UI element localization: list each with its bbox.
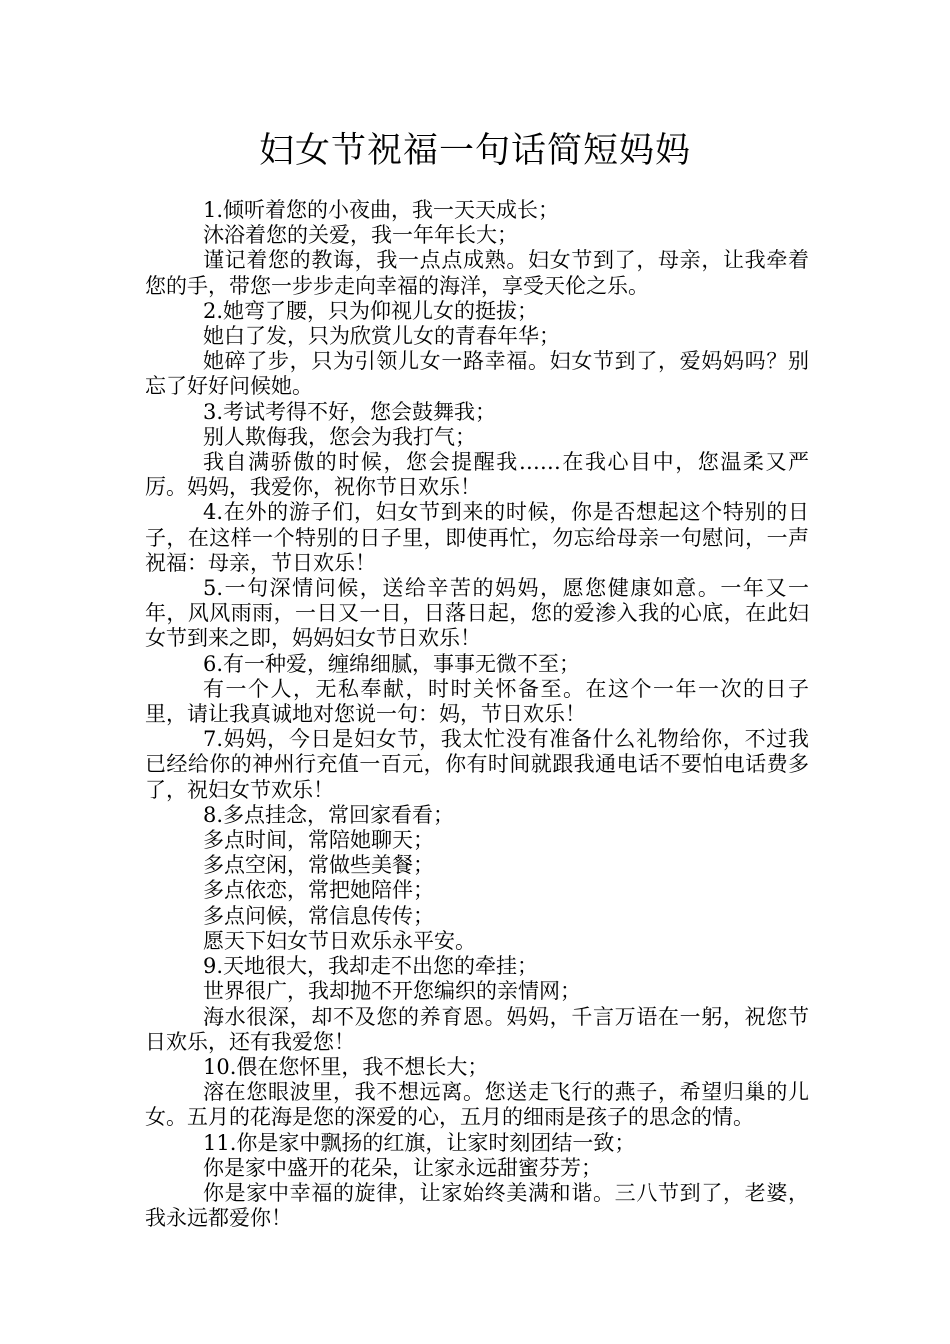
paragraph: 她白了发，只为欣赏儿女的青春年华； xyxy=(203,324,560,349)
document-title: 妇女节祝福一句话简短妈妈 xyxy=(258,131,691,171)
paragraph: 沐浴着您的关爱，我一年年长大； xyxy=(203,223,518,248)
paragraph: 多点空闲，常做些美餐； xyxy=(203,853,434,878)
paragraph: 5.一句深情问候，送给辛苦的妈妈，愿您健康如意。一年又一年，风风雨雨，一日又一日，日落日起，您的爱渗入我的心底，在此妇女节到来之即，妈妈妇女节日欢乐！ xyxy=(145,576,809,651)
paragraph: 9.天地很大，我却走不出您的牵挂； xyxy=(203,954,539,979)
paragraph: 世界很广，我却抛不开您编织的亲情网； xyxy=(203,979,581,1004)
paragraph: 4.在外的游子们，妇女节到来的时候，你是否想起这个特别的日子，在这样一个特别的日子里，即使再忙，勿忘给母亲一句慰问，一声祝福：母亲，节日欢乐！ xyxy=(145,500,809,575)
paragraph: 7.妈妈，今日是妇女节，我太忙没有准备什么礼物给你，不过我已经给你的神州行充值一百元，你有时间就跟我通电话不要怕电话费多了，祝妇女节欢乐！ xyxy=(145,727,809,802)
paragraph: 8.多点挂念，常回家看看； xyxy=(203,802,455,827)
paragraph: 多点问候，常信息传传； xyxy=(203,903,434,928)
paragraph: 1.倾听着您的小夜曲，我一天天成长； xyxy=(203,198,560,222)
paragraph: 多点时间，常陪她聊天； xyxy=(203,828,434,853)
paragraph: 3.考试考得不好，您会鼓舞我； xyxy=(203,399,497,424)
paragraph: 11.你是家中飘扬的红旗，让家时刻团结一致； xyxy=(203,1130,636,1155)
paragraph: 6.有一种爱，缠绵细腻，事事无微不至； xyxy=(203,651,581,676)
paragraph: 愿天下妇女节日欢乐永平安。 xyxy=(203,928,476,953)
paragraph: 你是家中幸福的旋律，让家始终美满和谐。三八节到了，老婆，我永远都爱你！ xyxy=(145,1180,809,1231)
paragraph: 有一个人，无私奉献，时时关怀备至。在这个一年一次的日子里，请让我真诚地对您说一句：妈，节日欢乐！ xyxy=(145,676,809,727)
paragraph: 溶在您眼波里，我不想远离。您送走飞行的燕子，希望归巢的儿女。五月的花海是您的深爱的心，五月的细雨是孩子的思念的情。 xyxy=(145,1080,809,1130)
document-body xyxy=(145,198,809,1231)
paragraph: 你是家中盛开的花朵，让家永远甜蜜芬芳； xyxy=(203,1155,602,1180)
paragraph: 谨记着您的教诲，我一点点成熟。妇女节到了，母亲，让我牵着您的手，带您一步步走向幸福的海洋，享受天伦之乐。 xyxy=(145,248,809,298)
paragraph: 别人欺侮我，您会为我打气； xyxy=(203,424,476,449)
paragraph: 10.偎在您怀里，我不想长大； xyxy=(203,1054,489,1079)
paragraph: 海水很深，却不及您的养育恩。妈妈，千言万语在一躬，祝您节日欢乐，还有我爱您！ xyxy=(145,1004,809,1054)
paragraph: 我自满骄傲的时候，您会提醒我……在我心目中，您温柔又严厉。妈妈，我爱你，祝你节日欢乐！ xyxy=(145,450,809,500)
paragraph: 2.她弯了腰，只为仰视儿女的挺拔； xyxy=(203,298,539,323)
paragraph: 她碎了步，只为引领儿女一路幸福。妇女节到了，爱妈妈吗？别忘了好好问候她。 xyxy=(145,349,809,399)
paragraph: 多点依恋，常把她陪伴； xyxy=(203,878,434,903)
